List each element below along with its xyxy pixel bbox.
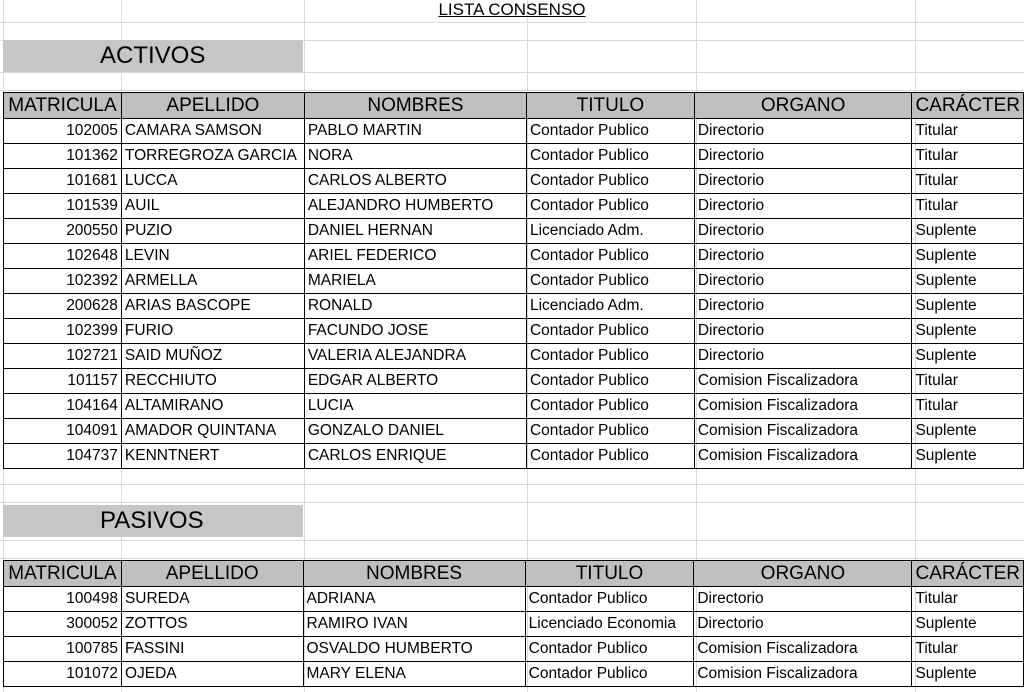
cell-apellido[interactable]: PUZIO <box>121 219 304 244</box>
cell-organo[interactable]: Comision Fiscalizadora <box>694 394 912 419</box>
table-row <box>4 612 1024 637</box>
cell-nombres[interactable]: CARLOS ALBERTO <box>304 169 526 194</box>
cell-organo[interactable]: Directorio <box>694 144 912 169</box>
table-row <box>4 269 1024 294</box>
cell-caracter[interactable]: Suplente <box>912 344 1024 369</box>
cell-nombres[interactable]: ARIEL FEDERICO <box>304 244 526 269</box>
cell-matricula[interactable]: 200628 <box>4 294 122 319</box>
table-row <box>4 344 1024 369</box>
column-header-matricula[interactable]: MATRICULA <box>4 93 122 119</box>
pasivos-table <box>3 560 1024 687</box>
table-row <box>4 637 1024 662</box>
cell-nombres[interactable]: GONZALO DANIEL <box>304 419 526 444</box>
cell-matricula[interactable]: 102648 <box>4 244 122 269</box>
table-row <box>4 319 1024 344</box>
table-row <box>4 444 1024 469</box>
cell-organo[interactable]: Directorio <box>694 244 912 269</box>
cell-matricula[interactable]: 100498 <box>4 587 122 612</box>
section-label-activos[interactable]: ACTIVOS <box>3 40 303 72</box>
cell-caracter[interactable]: Titular <box>912 394 1024 419</box>
activos-table <box>3 92 1024 469</box>
cell-organo[interactable]: Directorio <box>694 612 912 637</box>
cell-matricula[interactable]: 101072 <box>4 662 122 687</box>
cell-organo[interactable]: Comision Fiscalizadora <box>694 637 912 662</box>
cell-nombres[interactable]: VALERIA ALEJANDRA <box>304 344 526 369</box>
cell-titulo[interactable]: Contador Publico <box>526 394 694 419</box>
cell-apellido[interactable]: FURIO <box>121 319 304 344</box>
cell-caracter[interactable]: Titular <box>912 144 1024 169</box>
cell-matricula[interactable]: 104091 <box>4 419 122 444</box>
column-header-caracter[interactable]: CARÁCTER <box>912 561 1024 587</box>
cell-matricula[interactable]: 100785 <box>4 637 122 662</box>
cell-caracter[interactable]: Suplente <box>912 319 1024 344</box>
cell-matricula[interactable]: 104737 <box>4 444 122 469</box>
table-row <box>4 244 1024 269</box>
cell-nombres[interactable]: MARIELA <box>304 269 526 294</box>
table-row <box>4 394 1024 419</box>
table-row <box>4 294 1024 319</box>
cell-matricula[interactable]: 101539 <box>4 194 122 219</box>
column-header-caracter[interactable]: CARÁCTER <box>912 93 1024 119</box>
cell-matricula[interactable]: 104164 <box>4 394 122 419</box>
cell-titulo[interactable]: Licenciado Economia <box>525 612 694 637</box>
cell-nombres[interactable]: ALEJANDRO HUMBERTO <box>304 194 526 219</box>
cell-matricula[interactable]: 101157 <box>4 369 122 394</box>
column-header-titulo[interactable]: TITULO <box>526 93 694 119</box>
cell-nombres[interactable]: DANIEL HERNAN <box>304 219 526 244</box>
column-header-organo[interactable]: ORGANO <box>694 93 912 119</box>
cell-caracter[interactable]: Suplente <box>912 444 1024 469</box>
column-header-apellido[interactable]: APELLIDO <box>121 561 303 587</box>
cell-organo[interactable]: Directorio <box>694 169 912 194</box>
cell-apellido[interactable]: FASSINI <box>121 637 303 662</box>
cell-matricula[interactable]: 101681 <box>4 169 122 194</box>
cell-titulo[interactable]: Contador Publico <box>526 269 694 294</box>
cell-caracter[interactable]: Suplente <box>912 219 1024 244</box>
cell-titulo[interactable]: Licenciado Adm. <box>526 294 694 319</box>
cell-titulo[interactable]: Contador Publico <box>526 244 694 269</box>
cell-caracter[interactable]: Titular <box>912 369 1024 394</box>
cell-matricula[interactable]: 102721 <box>4 344 122 369</box>
column-header-titulo[interactable]: TITULO <box>525 561 694 587</box>
cell-titulo[interactable]: Contador Publico <box>526 444 694 469</box>
column-header-organo[interactable]: ORGANO <box>694 561 912 587</box>
cell-apellido[interactable]: OJEDA <box>121 662 303 687</box>
cell-caracter[interactable]: Suplente <box>912 269 1024 294</box>
cell-organo[interactable]: Directorio <box>694 119 912 144</box>
cell-caracter[interactable]: Suplente <box>912 612 1024 637</box>
cell-apellido[interactable]: AUIL <box>121 194 304 219</box>
table-row <box>4 587 1024 612</box>
cell-caracter[interactable]: Titular <box>912 119 1024 144</box>
cell-apellido[interactable]: ARIAS BASCOPE <box>121 294 304 319</box>
cell-organo[interactable]: Directorio <box>694 294 912 319</box>
cell-nombres[interactable]: RONALD <box>304 294 526 319</box>
cell-organo[interactable]: Directorio <box>694 269 912 294</box>
cell-titulo[interactable]: Contador Publico <box>525 637 694 662</box>
cell-organo[interactable]: Directorio <box>694 194 912 219</box>
cell-organo[interactable]: Directorio <box>694 319 912 344</box>
cell-caracter[interactable]: Suplente <box>912 244 1024 269</box>
cell-caracter[interactable]: Titular <box>912 587 1024 612</box>
cell-nombres[interactable]: MARY ELENA <box>303 662 525 687</box>
cell-organo[interactable]: Directorio <box>694 219 912 244</box>
header-row <box>4 561 1024 587</box>
cell-matricula[interactable]: 101362 <box>4 144 122 169</box>
cell-organo[interactable]: Directorio <box>694 587 912 612</box>
cell-apellido[interactable]: TORREGROZA GARCIA <box>121 144 304 169</box>
column-header-nombres[interactable]: NOMBRES <box>304 93 526 119</box>
cell-matricula[interactable]: 300052 <box>4 612 122 637</box>
cell-organo[interactable]: Comision Fiscalizadora <box>694 419 912 444</box>
cell-titulo[interactable]: Contador Publico <box>526 119 694 144</box>
cell-nombres[interactable]: ADRIANA <box>303 587 525 612</box>
cell-apellido[interactable]: SUREDA <box>121 587 303 612</box>
cell-organo[interactable]: Directorio <box>694 344 912 369</box>
cell-titulo[interactable]: Contador Publico <box>526 194 694 219</box>
table-row <box>4 194 1024 219</box>
sheet-title[interactable]: LISTA CONSENSO <box>438 0 586 19</box>
table-row <box>4 219 1024 244</box>
table-row <box>4 169 1024 194</box>
cell-nombres[interactable]: EDGAR ALBERTO <box>304 369 526 394</box>
cell-apellido[interactable]: KENNTNERT <box>121 444 304 469</box>
cell-matricula[interactable]: 102392 <box>4 269 122 294</box>
cell-caracter[interactable]: Titular <box>912 637 1024 662</box>
table-row <box>4 119 1024 144</box>
cell-apellido[interactable]: CAMARA SAMSON <box>121 119 304 144</box>
cell-nombres[interactable]: FACUNDO JOSE <box>304 319 526 344</box>
column-header-matricula[interactable]: MATRICULA <box>4 561 122 587</box>
cell-nombres[interactable]: NORA <box>304 144 526 169</box>
cell-organo[interactable]: Comision Fiscalizadora <box>694 369 912 394</box>
table-row <box>4 369 1024 394</box>
cell-apellido[interactable]: AMADOR QUINTANA <box>121 419 304 444</box>
section-label-pasivos[interactable]: PASIVOS <box>3 505 303 537</box>
cell-matricula[interactable]: 102399 <box>4 319 122 344</box>
cell-apellido[interactable]: SAID MUÑOZ <box>121 344 304 369</box>
header-row <box>4 93 1024 119</box>
cell-titulo[interactable]: Contador Publico <box>526 144 694 169</box>
cell-organo[interactable]: Comision Fiscalizadora <box>694 444 912 469</box>
cell-nombres[interactable]: PABLO MARTIN <box>304 119 526 144</box>
cell-titulo[interactable]: Contador Publico <box>525 587 694 612</box>
cell-apellido[interactable]: RECCHIUTO <box>121 369 304 394</box>
cell-caracter[interactable]: Titular <box>912 194 1024 219</box>
cell-caracter[interactable]: Titular <box>912 169 1024 194</box>
cell-caracter[interactable]: Suplente <box>912 294 1024 319</box>
cell-titulo[interactable]: Contador Publico <box>526 169 694 194</box>
cell-titulo[interactable]: Contador Publico <box>526 319 694 344</box>
table-row <box>4 662 1024 687</box>
cell-apellido[interactable]: ALTAMIRANO <box>121 394 304 419</box>
cell-apellido[interactable]: LEVIN <box>121 244 304 269</box>
cell-nombres[interactable]: LUCIA <box>304 394 526 419</box>
cell-titulo[interactable]: Contador Publico <box>526 344 694 369</box>
cell-titulo[interactable]: Contador Publico <box>526 369 694 394</box>
cell-organo[interactable]: Comision Fiscalizadora <box>694 662 912 687</box>
cell-nombres[interactable]: RAMIRO IVAN <box>303 612 525 637</box>
cell-apellido[interactable]: ZOTTOS <box>121 612 303 637</box>
column-header-apellido[interactable]: APELLIDO <box>121 93 304 119</box>
cell-matricula[interactable]: 200550 <box>4 219 122 244</box>
cell-matricula[interactable]: 102005 <box>4 119 122 144</box>
table-row <box>4 419 1024 444</box>
cell-titulo[interactable]: Contador Publico <box>526 419 694 444</box>
cell-apellido[interactable]: ARMELLA <box>121 269 304 294</box>
cell-titulo[interactable]: Licenciado Adm. <box>526 219 694 244</box>
table-row <box>4 144 1024 169</box>
cell-caracter[interactable]: Suplente <box>912 662 1024 687</box>
cell-titulo[interactable]: Contador Publico <box>525 662 694 687</box>
cell-caracter[interactable]: Suplente <box>912 419 1024 444</box>
column-header-nombres[interactable]: NOMBRES <box>303 561 525 587</box>
cell-apellido[interactable]: LUCCA <box>121 169 304 194</box>
cell-nombres[interactable]: OSVALDO HUMBERTO <box>303 637 525 662</box>
cell-nombres[interactable]: CARLOS ENRIQUE <box>304 444 526 469</box>
